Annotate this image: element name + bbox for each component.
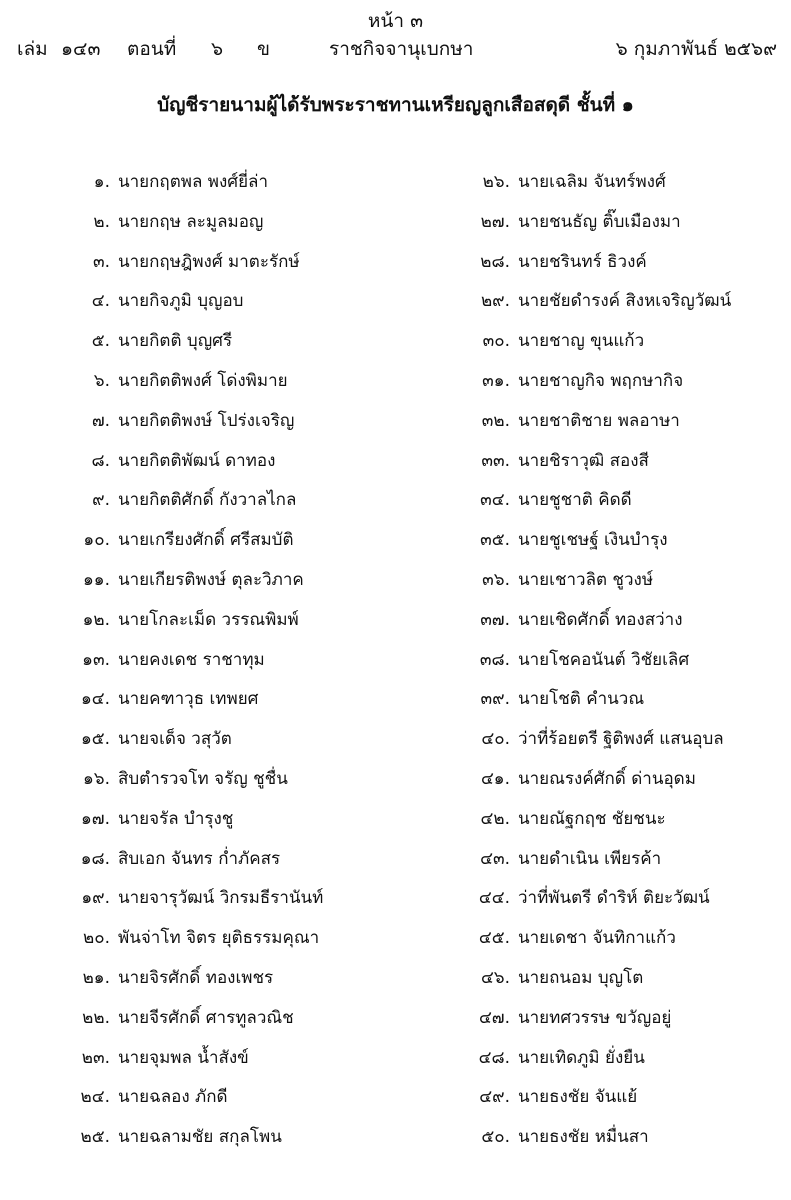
list-item bbox=[40, 168, 400, 208]
entry-name: นายจีรศักดิ์ ศารทูลวณิช bbox=[118, 1007, 294, 1028]
entry-name: ว่าที่พันตรี ดำริห์ ติยะวัฒน์ bbox=[518, 888, 710, 909]
list-item bbox=[40, 327, 400, 367]
list-item bbox=[40, 805, 400, 845]
entry-name: นายเฉลิม จันทร์พงศ์ bbox=[518, 172, 666, 192]
entry-name: นายณัฐกฤช ชัยชนะ bbox=[518, 808, 666, 829]
entry-name: นายฉลอง ภักดี bbox=[118, 1087, 228, 1108]
page-number: หน้า ๓ bbox=[367, 10, 424, 32]
list-item bbox=[40, 765, 400, 805]
entry-number: ๔๒. bbox=[480, 808, 510, 829]
entry-number: ๒๓. bbox=[81, 1047, 110, 1068]
right-name-list bbox=[440, 168, 785, 1163]
entry-name: นายชูชาติ คิดดี bbox=[518, 490, 632, 511]
entry-number: ๑๘. bbox=[80, 848, 110, 869]
list-item bbox=[440, 1044, 785, 1084]
entry-number: ๓๐. bbox=[482, 331, 510, 352]
entry-number: ๑๖. bbox=[83, 768, 110, 789]
list-item bbox=[40, 924, 400, 964]
entry-number: ๑๓. bbox=[82, 649, 110, 670]
list-item bbox=[440, 248, 785, 288]
entry-number: ๔๔. bbox=[478, 888, 510, 909]
entry-number: ๒๐. bbox=[83, 928, 110, 949]
entry-name: นายจิรศักดิ์ ทองเพชร bbox=[118, 967, 274, 988]
entry-number: ๑๑. bbox=[83, 569, 110, 590]
entry-name: นายกิตติพงศ์ โด่งพิมาย bbox=[118, 370, 288, 391]
list-item bbox=[440, 287, 785, 327]
entry-number: ๑๗. bbox=[81, 808, 110, 829]
list-item bbox=[440, 168, 785, 208]
list-item bbox=[40, 1083, 400, 1123]
entry-name: นายกิตติ บุญศรี bbox=[118, 331, 233, 352]
volume-label: เล่ม bbox=[17, 38, 48, 60]
entry-name: ว่าที่ร้อยตรี ฐิติพงศ์ แสนอุบล bbox=[518, 729, 724, 750]
gazette-name: ราชกิจจานุเบกษา bbox=[329, 38, 474, 60]
entry-name: นายกฤษฎิพงศ์ มาตะรักษ์ bbox=[118, 251, 300, 272]
list-item bbox=[440, 1083, 785, 1123]
section-number: ๖ bbox=[211, 38, 224, 60]
entry-name: นายชาญกิจ พฤกษากิจ bbox=[518, 370, 684, 391]
list-item bbox=[440, 924, 785, 964]
entry-name: สิบเอก จันทร ก่ำภัคสร bbox=[118, 848, 281, 869]
entry-number: ๓. bbox=[92, 251, 110, 272]
left-name-list bbox=[40, 168, 400, 1163]
entry-number: ๒๗. bbox=[480, 211, 510, 232]
entry-name: นายคงเดช ราชาทุม bbox=[118, 649, 265, 670]
entry-name: นายธงชัย จันแย้ bbox=[518, 1087, 638, 1108]
entry-number: ๗. bbox=[91, 410, 110, 431]
entry-name: นายชรินทร์ ธิวงค์ bbox=[518, 251, 647, 272]
entry-number: ๕. bbox=[91, 331, 110, 352]
list-item bbox=[440, 685, 785, 725]
list-item bbox=[440, 805, 785, 845]
entry-name: นายโชติ คำนวณ bbox=[518, 689, 645, 710]
entry-number: ๑. bbox=[93, 172, 110, 192]
list-item bbox=[440, 407, 785, 447]
entry-number: ๑๔. bbox=[80, 689, 110, 710]
entry-name: นายคฑาวุธ เทพยศ bbox=[118, 689, 259, 710]
entry-number: ๓๖. bbox=[482, 569, 510, 590]
entry-number: ๒๔. bbox=[80, 1087, 110, 1108]
entry-number: ๒๖. bbox=[482, 172, 510, 192]
list-item bbox=[40, 606, 400, 646]
entry-number: ๑๐. bbox=[83, 530, 110, 551]
entry-name: นายเทิดภูมิ ยั่งยืน bbox=[518, 1047, 645, 1068]
entry-number: ๓๕. bbox=[480, 530, 510, 551]
entry-number: ๒๑. bbox=[82, 967, 110, 988]
publication-date: ๖ กุมภาพันธ์ ๒๕๖๙ bbox=[615, 38, 777, 60]
list-item bbox=[40, 1123, 400, 1163]
entry-number: ๔๗. bbox=[478, 1007, 510, 1028]
list-item bbox=[40, 646, 400, 686]
list-item bbox=[40, 884, 400, 924]
entry-number: ๔๙. bbox=[479, 1087, 510, 1108]
entry-number: ๙. bbox=[92, 490, 110, 511]
entry-name: นายจรัล บำรุงชู bbox=[118, 808, 234, 829]
list-item bbox=[440, 646, 785, 686]
list-item bbox=[440, 765, 785, 805]
entry-name: นายกฤษ ละมูลมอญ bbox=[118, 211, 264, 232]
entry-number: ๒๒. bbox=[82, 1007, 110, 1028]
gazette-header bbox=[17, 34, 777, 64]
list-item bbox=[40, 845, 400, 885]
entry-name: นายกิจภูมิ บุญอบ bbox=[118, 291, 244, 312]
entry-name: นายกิตติพัฒน์ ดาทอง bbox=[118, 450, 276, 471]
entry-number: ๔๐. bbox=[481, 729, 510, 750]
entry-name: นายเกียรติพงษ์ ตุละวิภาค bbox=[118, 569, 304, 590]
list-item bbox=[40, 447, 400, 487]
entry-name: นายเดชา จันทิกาแก้ว bbox=[518, 928, 676, 949]
list-item bbox=[440, 845, 785, 885]
entry-name: นายเชาวลิต ชูวงษ์ bbox=[518, 569, 654, 590]
entry-number: ๖. bbox=[93, 370, 110, 391]
list-item bbox=[440, 447, 785, 487]
entry-name: นายชนธัญ ติ๊บเมืองมา bbox=[518, 211, 681, 232]
entry-number: ๔๕. bbox=[478, 928, 510, 949]
entry-name: นายจุมพล น้ำสังข์ bbox=[118, 1047, 249, 1068]
entry-name: นายเชิดศักดิ์ ทองสว่าง bbox=[518, 609, 683, 630]
list-item bbox=[40, 725, 400, 765]
list-item bbox=[440, 606, 785, 646]
list-item bbox=[40, 287, 400, 327]
entry-name: นายชัยดำรงค์ สิงหเจริญวัฒน์ bbox=[518, 291, 732, 312]
entry-name: นายกฤตพล พงศ์ยี่ล่า bbox=[118, 172, 269, 192]
entry-name: นายธงชัย หมื่นสา bbox=[518, 1127, 649, 1148]
list-item bbox=[40, 526, 400, 566]
list-item bbox=[40, 407, 400, 447]
entry-name: นายชาติชาย พลอาษา bbox=[518, 410, 680, 431]
list-item bbox=[40, 367, 400, 407]
entry-name: นายกิตติพงษ์ โปร่งเจริญ bbox=[118, 410, 295, 431]
list-item bbox=[40, 685, 400, 725]
entry-number: ๓๗. bbox=[480, 609, 510, 630]
entry-number: ๑๙. bbox=[81, 888, 110, 909]
entry-name: นายทศวรรษ ขวัญอยู่ bbox=[518, 1007, 672, 1028]
volume-number: ๑๔๓ bbox=[61, 38, 101, 60]
entry-name: นายจารุวัฒน์ วิกรมธีรานันท์ bbox=[118, 888, 324, 909]
list-item bbox=[40, 1004, 400, 1044]
list-item bbox=[440, 526, 785, 566]
entry-number: ๒๕. bbox=[80, 1127, 110, 1148]
list-item bbox=[440, 1123, 785, 1163]
entry-name: นายชาญ ขุนแก้ว bbox=[518, 331, 645, 352]
document-title: บัญชีรายนามผู้ได้รับพระราชทานเหรียญลูกเสือสดุดี ชั้นที่ ๑ bbox=[157, 94, 634, 116]
list-item bbox=[440, 964, 785, 1004]
list-item bbox=[40, 964, 400, 1004]
entry-name: นายโชคอนันต์ วิชัยเลิศ bbox=[518, 649, 690, 670]
entry-number: ๒๙. bbox=[480, 291, 510, 312]
list-item bbox=[440, 884, 785, 924]
entry-number: ๔๓. bbox=[480, 848, 510, 869]
entry-number: ๔. bbox=[91, 291, 110, 312]
entry-name: นายจเด็จ วสุวัต bbox=[118, 729, 232, 750]
list-item bbox=[440, 208, 785, 248]
list-item bbox=[40, 248, 400, 288]
entry-number: ๑๕. bbox=[80, 729, 110, 750]
entry-number: ๓๒. bbox=[481, 410, 510, 431]
entry-name: สิบตำรวจโท จรัญ ชูชื่น bbox=[118, 768, 288, 789]
entry-name: นายโกละเม็ด วรรณพิมพ์ bbox=[118, 609, 299, 630]
list-item bbox=[40, 566, 400, 606]
entry-number: ๓๑. bbox=[482, 370, 510, 391]
list-item bbox=[440, 327, 785, 367]
entry-number: ๓๓. bbox=[481, 450, 510, 471]
entry-number: ๕๐. bbox=[481, 1127, 510, 1148]
entry-name: นายถนอม บุญโต bbox=[518, 967, 644, 988]
entry-number: ๓๔. bbox=[480, 490, 510, 511]
entry-name: นายเกรียงศักดิ์ ศรีสมบัติ bbox=[118, 530, 294, 551]
entry-name: พันจ่าโท จิตร ยุติธรรมคุณา bbox=[118, 928, 320, 949]
entry-name: นายชิราวุฒิ สองสี bbox=[518, 450, 649, 471]
list-item bbox=[440, 566, 785, 606]
list-item bbox=[440, 367, 785, 407]
entry-name: นายกิตติศักดิ์ กังวาลไกล bbox=[118, 490, 297, 511]
list-item bbox=[440, 725, 785, 765]
list-item bbox=[40, 208, 400, 248]
entry-number: ๒๘. bbox=[480, 251, 510, 272]
entry-number: ๑๒. bbox=[82, 609, 110, 630]
entry-number: ๓๙. bbox=[480, 689, 510, 710]
entry-name: นายชูเชษฐ์ เงินบำรุง bbox=[518, 530, 668, 551]
section-letter: ข bbox=[257, 38, 270, 60]
entry-name: นายฉลามชัย สกุลโพน bbox=[118, 1127, 282, 1148]
entry-number: ๘. bbox=[91, 450, 110, 471]
entry-name: นายดำเนิน เพียรค้า bbox=[518, 848, 662, 869]
entry-number: ๔๘. bbox=[478, 1047, 510, 1068]
list-item bbox=[440, 486, 785, 526]
section-label: ตอนที่ bbox=[127, 38, 177, 60]
list-item bbox=[40, 486, 400, 526]
entry-name: นายณรงค์ศักดิ์ ด่านอุดม bbox=[518, 768, 696, 789]
entry-number: ๓๘. bbox=[479, 649, 510, 670]
entry-number: ๔๑. bbox=[480, 768, 510, 789]
entry-number: ๔๖. bbox=[480, 967, 510, 988]
entry-number: ๒. bbox=[93, 211, 110, 232]
list-item bbox=[440, 1004, 785, 1044]
list-item bbox=[40, 1044, 400, 1084]
